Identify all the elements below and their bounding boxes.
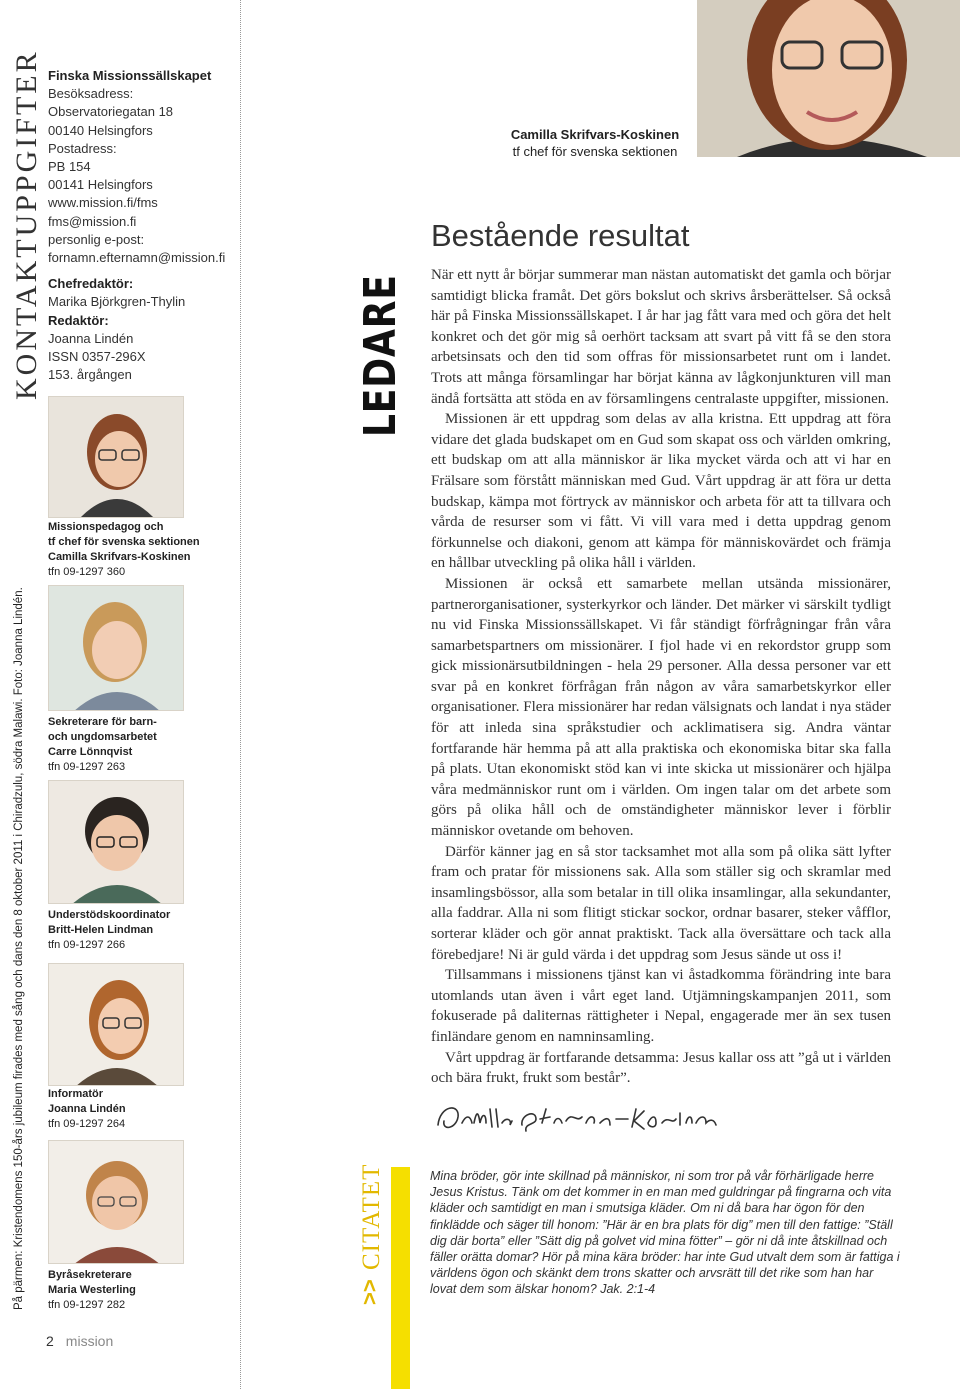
staff-name: Joanna Lindén (48, 1103, 126, 1115)
double-chevron-icon: >> (357, 1279, 382, 1305)
staff-role: Byråsekreterare (48, 1269, 132, 1281)
page-number: 2 (46, 1333, 54, 1349)
article-paragraph: Därför känner jag en så stor tacksamhet mot alla som på olika sätt lyfter fram och pratar för missionens sak. Alla som ställer sig och skramlar med insamlingsbössor, alla som betalar in till olika insamlingar, alla sekundanter, alla faddrar. Alla ni som flitigt stickar sockor, ordnar basarer, steker våfflor, sorterar kläder och gör annat praktiskt. Tack alla översättare och tack alla förebedjare! Ni är guld värda i det uppdrag som Jesus sände ut oss i! (431, 843, 891, 963)
staff-entry (48, 1087, 238, 1132)
staff-entry (48, 908, 238, 953)
contact-line: fornamn.efternamn@mission.fi (48, 250, 226, 266)
section-title-contact: KONTAKTUPPGIFTER (10, 49, 43, 400)
staff-phone: tfn 09-1297 266 (48, 939, 126, 951)
staff-phone: tfn 09-1297 282 (48, 1299, 126, 1311)
staff-role: Sekreterare för barn- (48, 716, 157, 728)
staff-name: Carre Lönnqvist (48, 746, 133, 758)
page-footer (46, 1333, 125, 1349)
staff-role: tf chef för svenska sektionen (48, 536, 200, 548)
staff-role: Missionspedagog och (48, 521, 164, 533)
contact-line: 00141 Helsingfors (48, 177, 153, 193)
article-paragraph: När ett nytt år börjar summerar man nästan automatiskt det gamla och börjar samtidigt blicka framåt. Det görs bokslut och skrivs årsberättelser. Så också här på Finska Missionssällskapet. I år har jag fått vara med och göra det helt konkret och det gör mig så oerhört tacksam att svart på vitt få se den stora arbetsinsats och den tid som offras för missionsarbetet runt om i landet. Trots att många församlingar har börjat känna av lågkonjunkturen vill man ändå fortsätta att stöda en av församlingens centralaste uppgifter, missionen. (431, 267, 891, 407)
accent-bar (391, 1167, 410, 1389)
author-name: Camilla Skrifvars-Koskinen (510, 127, 680, 142)
staff-entry (48, 715, 238, 775)
contact-line: Postadress: (48, 140, 117, 156)
contact-line: 00140 Helsingfors (48, 122, 153, 138)
staff-name: Maria Westerling (48, 1284, 136, 1296)
email-link[interactable]: fms@mission.fi (48, 213, 137, 229)
contact-line: personlig e-post: (48, 231, 145, 247)
staff-portrait (48, 396, 184, 518)
contact-block (48, 67, 236, 384)
quote-text: Mina bröder, gör inte skillnad på människor, ni som tror på vår förhärligade herre Jesus Kristus. Tänk om det kommer in en man med guldringar på fingrarna och vita kläder och samtidigt en man i smutsiga kläder. Om ni då bara har ögon för den finklädde och säger till honom: ”Här är en bra plats för dig” men till den fattige: ”Ställ dig där borta” eller ”Sätt dig på golvet vid mina fötter” – gör ni då inte åtskillnad och fäller orätta domar? Hör på mina kära bröder: har inte Gud utvalt dem som är fattiga i världens ögon och skänkt dem trons skatter och arvsrätt till det rike som han har lovat dem som älskar honom? Jak. 2:1-4 (430, 1169, 900, 1297)
citat-label: CITATET (358, 1163, 385, 1270)
column-divider (240, 0, 241, 1389)
staff-phone: tfn 09-1297 263 (48, 761, 126, 773)
staff-name: Camilla Skrifvars-Koskinen (48, 551, 191, 563)
staff-phone: tfn 09-1297 360 (48, 566, 126, 578)
article-paragraph: Missionen är ett uppdrag som delas av alla kristna. Ett uppdrag att föra vidare det glada budskapet om en Gud som skapat oss och världen omkring, ett budskap om att alla människor är lika mycket värda och att vi har en Frälsare som förstått människan med Gud. Vårt uppdrag är att föra ur detta budskap, kämpa mot förtryck av människor och arbeta för att ta tillvara och vårda de resurser som vi fått. Vi vill vara med i detta uppdrag genom förkunnelse och diakoni, genom att kämpa för människovärdet och främja en hållbar utveckling på olika håll i världen. (431, 411, 891, 572)
chief-editor-name: Marika Björkgren-Thylin (48, 294, 186, 310)
article-paragraph: Vårt uppdrag är fortfarande detsamma: Jesus kallar oss att ”gå ut i världen och bära frukt, frukt som består”. (431, 1049, 891, 1087)
contact-line: Observatoriegatan 18 (48, 104, 174, 120)
staff-role: Understödskoordinator (48, 909, 171, 921)
signature-image (430, 1095, 720, 1150)
staff-entry (48, 520, 238, 580)
staff-portrait (48, 585, 184, 711)
issn: ISSN 0357-296X (48, 349, 146, 365)
contact-line: Besöksadress: (48, 86, 134, 102)
staff-portrait (48, 1140, 184, 1264)
chief-editor-label: Chefredaktör: (48, 276, 134, 292)
author-portrait (697, 0, 960, 157)
staff-role: och ungdomsarbetet (48, 731, 157, 743)
staff-name: Britt-Helen Lindman (48, 924, 154, 936)
staff-portrait (48, 963, 184, 1086)
magazine-name: mission (65, 1333, 114, 1349)
section-title-editorial: LEDARE (355, 274, 406, 437)
staff-entry (48, 1268, 238, 1313)
website-link[interactable]: www.mission.fi/fms (48, 195, 158, 211)
article-paragraph: Missionen är också ett samarbete mellan utsända missionärer, partnerorganisationer, systerkyrkor och länder. Det märker vi särskilt tydligt nu vid Finska Missionssällskapet. Vi får ständigt förfrågningar från våra samarbetspartners om missionärer. I fjol hade vi en rekordstor grupp som gick missionärsutbildningen - hela 29 personer. Alla dessa personer var ett svar på en konkret förfrågan från någon av våra samarbetskyrkor eller organisationer. Flera missionärer har redan välsignats och landat i nya städer för att inleda sina språkstudier och acklimatisera sig. Andra väntar fortfarande här hemma på att alla praktiska och ekonomiska bitar ska falla på plats. Utan ekonomiskt stöd kan vi inte skicka ut missionärer och hjälpa våra medmänniskor runt om i världen. Om ingen talar om det arbete som görs på olika håll och de omständigheter människor lever i förblir människor ovetande om behoven. (431, 575, 891, 840)
cover-photo-caption: På pärmen: Kristendomens 150-års jubileum firades med sång och dans den 8 oktober 2011 i Chiradzulu, södra Malawi. Foto: Joanna Lindén. (13, 587, 25, 1310)
article-paragraph: Tillsammans i missionens tjänst kan vi åstadkomma förändring inte bara utomlands utan även i vårt eget land. Utjämningskampanjen 2011, som fokuserade på daliternas rättigheter i Nepal, engagerade mer än sex tusen finländare genom en namninsamling. (431, 967, 891, 1045)
author-title: tf chef för svenska sektionen (512, 144, 678, 159)
staff-role: Informatör (48, 1088, 103, 1100)
editor-label: Redaktör: (48, 312, 109, 328)
editor-name: Joanna Lindén (48, 330, 134, 346)
org-name: Finska Missionssällskapet (48, 68, 212, 83)
contact-line: PB 154 (48, 159, 91, 175)
author-caption (480, 126, 710, 160)
staff-phone: tfn 09-1297 264 (48, 1118, 126, 1130)
article-body (431, 265, 891, 1089)
headline: Bestående resultat (431, 218, 690, 253)
staff-portrait (48, 780, 184, 904)
volume: 153. årgången (48, 367, 132, 383)
